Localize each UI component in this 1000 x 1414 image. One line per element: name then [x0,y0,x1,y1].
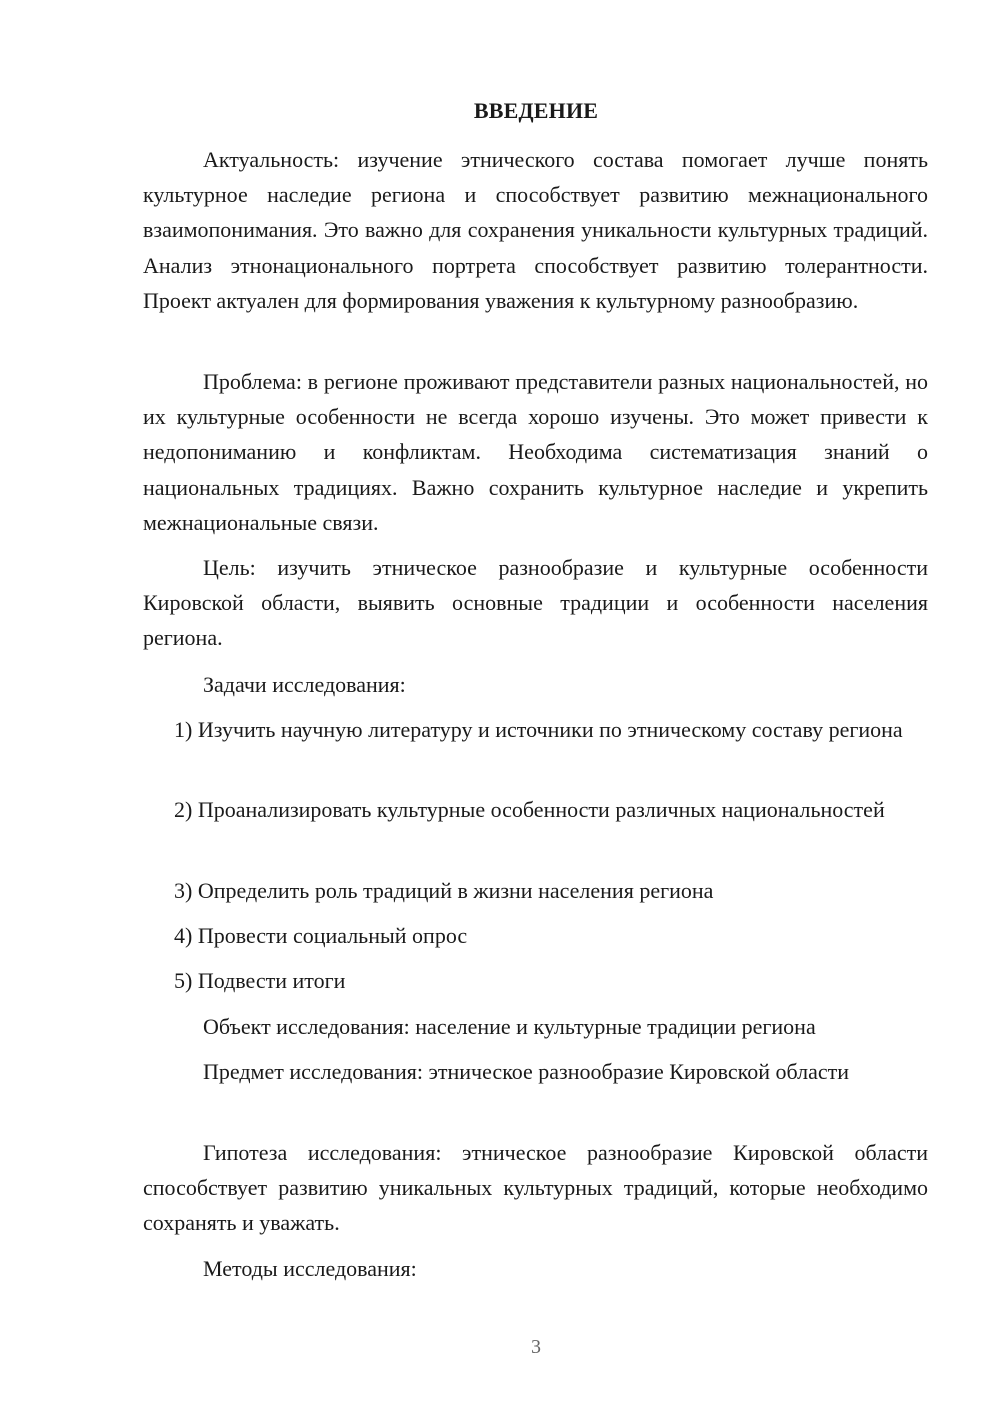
paragraph-relevance: Актуальность: изучение этнического состава помогает лучше понять культурное наследие региона и способствует развитию межнационального взаимопонимания. Это важно для сохранения уникальности культурных традиций. Анализ этнонационального портрета способствует развитию толерантности. Проект актуален для формирования уважения к культурному разнообразию. [143,147,928,313]
page-number: 3 [531,1336,541,1358]
document-title: ВВЕДЕНИЕ [473,98,599,123]
task-item-5: 5) Подвести итоги [174,968,346,993]
task-item-3: 3) Определить роль традиций в жизни населения региона [174,878,714,903]
paragraph-goal: Цель: изучить этническое разнообразие и культурные особенности Кировской области, выявить основные традиции и особенности населения региона. [143,555,928,651]
paragraph-hypothesis: Гипотеза исследования: этническое разнообразие Кировской области способствует развитию уникальных культурных традиций, которые необходимо сохранять и уважать. [143,1140,928,1236]
paragraph-object: Объект исследования: население и культурные традиции региона [203,1014,816,1039]
task-item-2: 2) Проанализировать культурные особенности различных национальностей [174,797,885,822]
task-item-1: 1) Изучить научную литературу и источники по этническому составу региона [174,717,903,742]
paragraph-tasks-heading: Задачи исследования: [203,672,406,697]
paragraph-problem: Проблема: в регионе проживают представители разных национальностей, но их культурные особенности не всегда хорошо изучены. Это может привести к недопониманию и конфликтам. Необходима систематизация знаний о национальных традициях. Важно сохранить культурное наследие и укрепить межнациональные связи. [143,369,928,535]
paragraph-methods: Методы исследования: [203,1256,417,1281]
paragraph-subject: Предмет исследования: этническое разнообразие Кировской области [203,1059,850,1084]
task-item-4: 4) Провести социальный опрос [174,923,468,948]
